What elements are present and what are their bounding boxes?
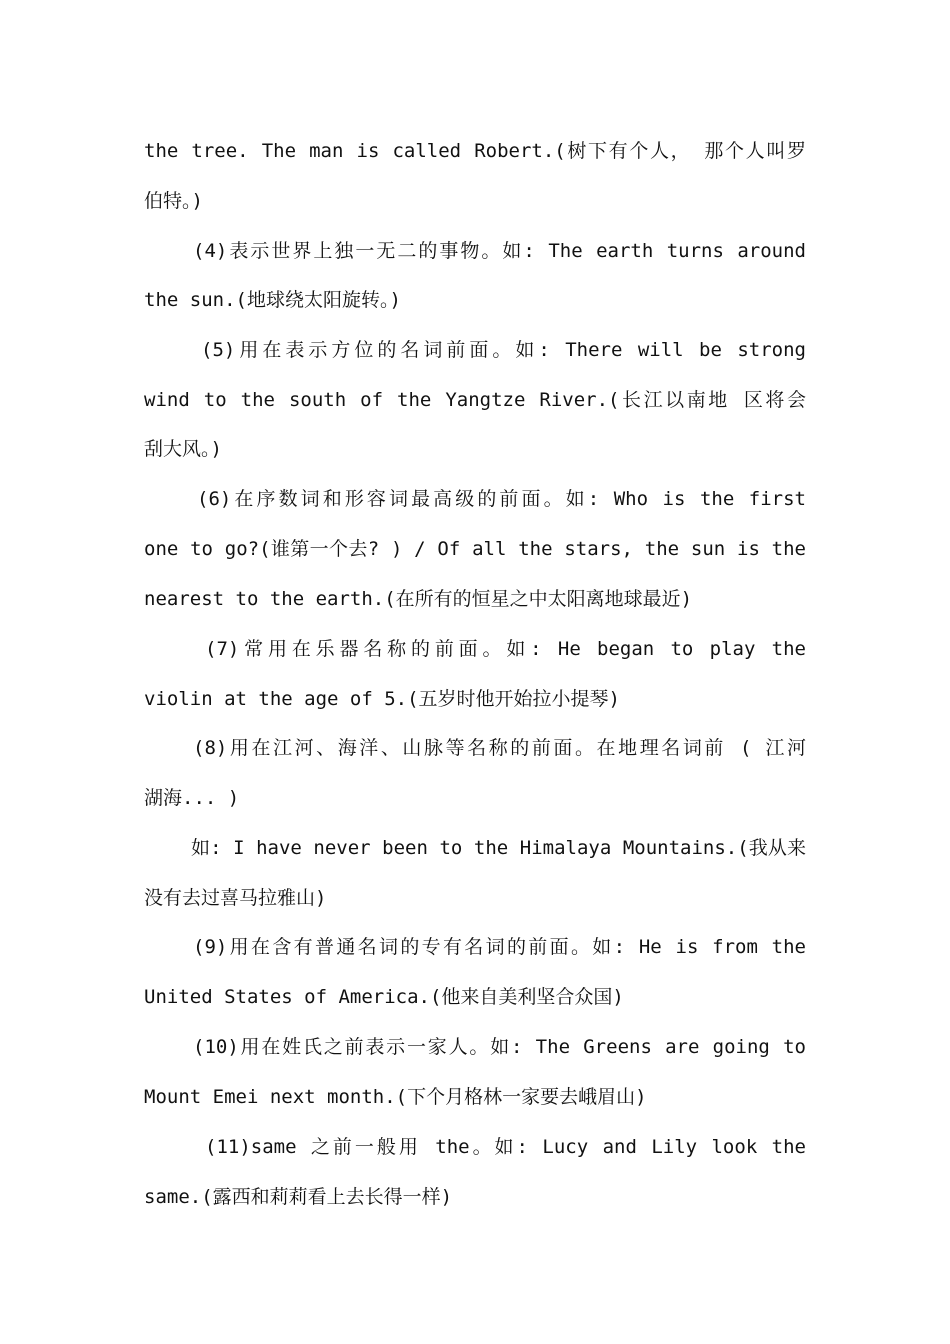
- text-line: 刮大风。): [144, 438, 222, 460]
- example-line: 如: I have never been to the Himalaya Mountains.(我从来: [191, 837, 806, 859]
- text-line: one to go?(谁第一个去? ) / Of all the stars, the sun is the: [144, 538, 806, 560]
- item-9-line: (9)用在含有普通名词的专有名词的前面。如: He is from the: [193, 936, 806, 958]
- text-line: United States of America.(他来自美利坚合众国): [144, 986, 624, 1008]
- item-8-line: (8)用在江河、海洋、山脉等名称的前面。在地理名词前 ( 江河: [193, 737, 806, 759]
- text-line: wind to the south of the Yangtze River.(长江以南地 区将会: [144, 389, 806, 411]
- text-line: 伯特。): [144, 190, 203, 212]
- item-4-line: (4)表示世界上独一无二的事物。如: The earth turns around: [193, 240, 806, 262]
- item-6-line: (6)在序数词和形容词最高级的前面。如: Who is the first: [197, 488, 806, 510]
- text-line: same.(露西和莉莉看上去长得一样): [144, 1186, 453, 1208]
- item-5-line: (5)用在表示方位的名词前面。如: There will be strong: [201, 339, 806, 361]
- text-line: violin at the age of 5.(五岁时他开始拉小提琴): [144, 688, 620, 710]
- text-line: nearest to the earth.(在所有的恒星之中太阳离地球最近): [144, 588, 693, 610]
- text-line: Mount Emei next month.(下个月格林一家要去峨眉山): [144, 1086, 647, 1108]
- text-line: 湖海... ): [144, 787, 240, 809]
- text-line: 没有去过喜马拉雅山): [144, 887, 327, 909]
- item-7-line: (7)常用在乐器名称的前面。如: He began to play the: [205, 638, 806, 660]
- item-11-line: (11)same 之前一般用 the。如: Lucy and Lily look the: [205, 1136, 806, 1158]
- text-line: the sun.(地球绕太阳旋转。): [144, 289, 401, 311]
- text-line: the tree. The man is called Robert.(树下有个人， 那个人叫罗: [144, 140, 806, 162]
- item-10-line: (10)用在姓氏之前表示一家人。如: The Greens are going to: [193, 1036, 806, 1058]
